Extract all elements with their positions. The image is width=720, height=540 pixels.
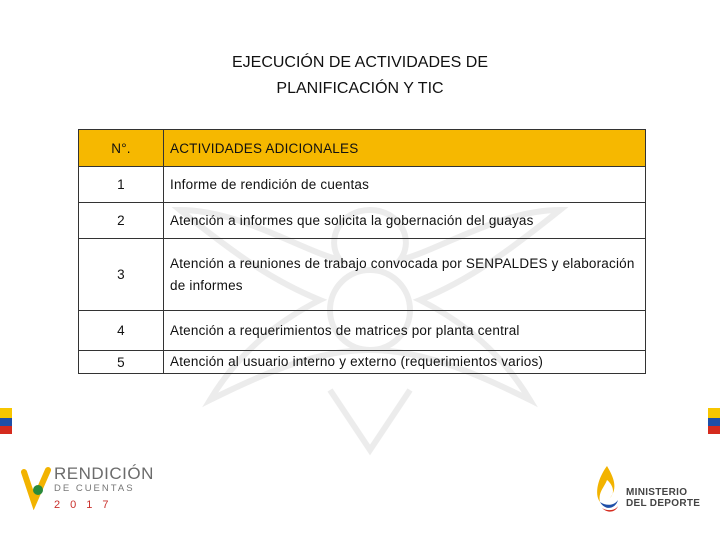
rendicion-check-icon xyxy=(20,466,52,510)
row-number: 3 xyxy=(79,239,164,311)
header-number: N°. xyxy=(79,130,164,167)
row-number: 2 xyxy=(79,203,164,239)
table-row xyxy=(79,311,646,351)
row-number: 4 xyxy=(79,311,164,351)
ecuador-flag-left xyxy=(0,408,12,434)
row-number: 1 xyxy=(79,167,164,203)
logo-ministerio-text: MINISTERIO xyxy=(626,487,688,498)
table-row xyxy=(79,239,646,311)
page-title xyxy=(0,50,720,102)
row-activity: Atención a informes que solicita la gobernación del guayas xyxy=(164,203,646,239)
title-line-1: EJECUCIÓN DE ACTIVIDADES DE xyxy=(231,54,489,71)
header-activities: ACTIVIDADES ADICIONALES xyxy=(164,130,646,167)
row-activity: Atención a reuniones de trabajo convocada por SENPALDES y elaboración de informes xyxy=(164,239,646,311)
logo-deporte-text: DEL DEPORTE xyxy=(626,498,701,509)
activities-table xyxy=(78,129,646,374)
ministerio-flame-icon xyxy=(592,464,622,514)
table-row xyxy=(79,167,646,203)
table-header-row xyxy=(79,130,646,167)
row-activity: Atención al usuario interno y externo (requerimientos varios) xyxy=(164,351,646,374)
rendicion-cuentas-logo xyxy=(20,462,154,522)
logo-year-text: 2017 xyxy=(54,499,119,511)
logo-cuentas-text: DE CUENTAS xyxy=(54,483,135,494)
ministerio-deporte-logo xyxy=(592,462,702,516)
row-number: 5 xyxy=(79,351,164,374)
row-activity: Atención a requerimientos de matrices por planta central xyxy=(164,311,646,351)
title-line-2: PLANIFICACIÓN Y TIC xyxy=(276,80,444,97)
ecuador-flag-right xyxy=(708,408,720,434)
table-row xyxy=(79,203,646,239)
table-row xyxy=(79,351,646,374)
row-activity: Informe de rendición de cuentas xyxy=(164,167,646,203)
logo-rendicion-text: RENDICIÓN xyxy=(54,464,154,483)
